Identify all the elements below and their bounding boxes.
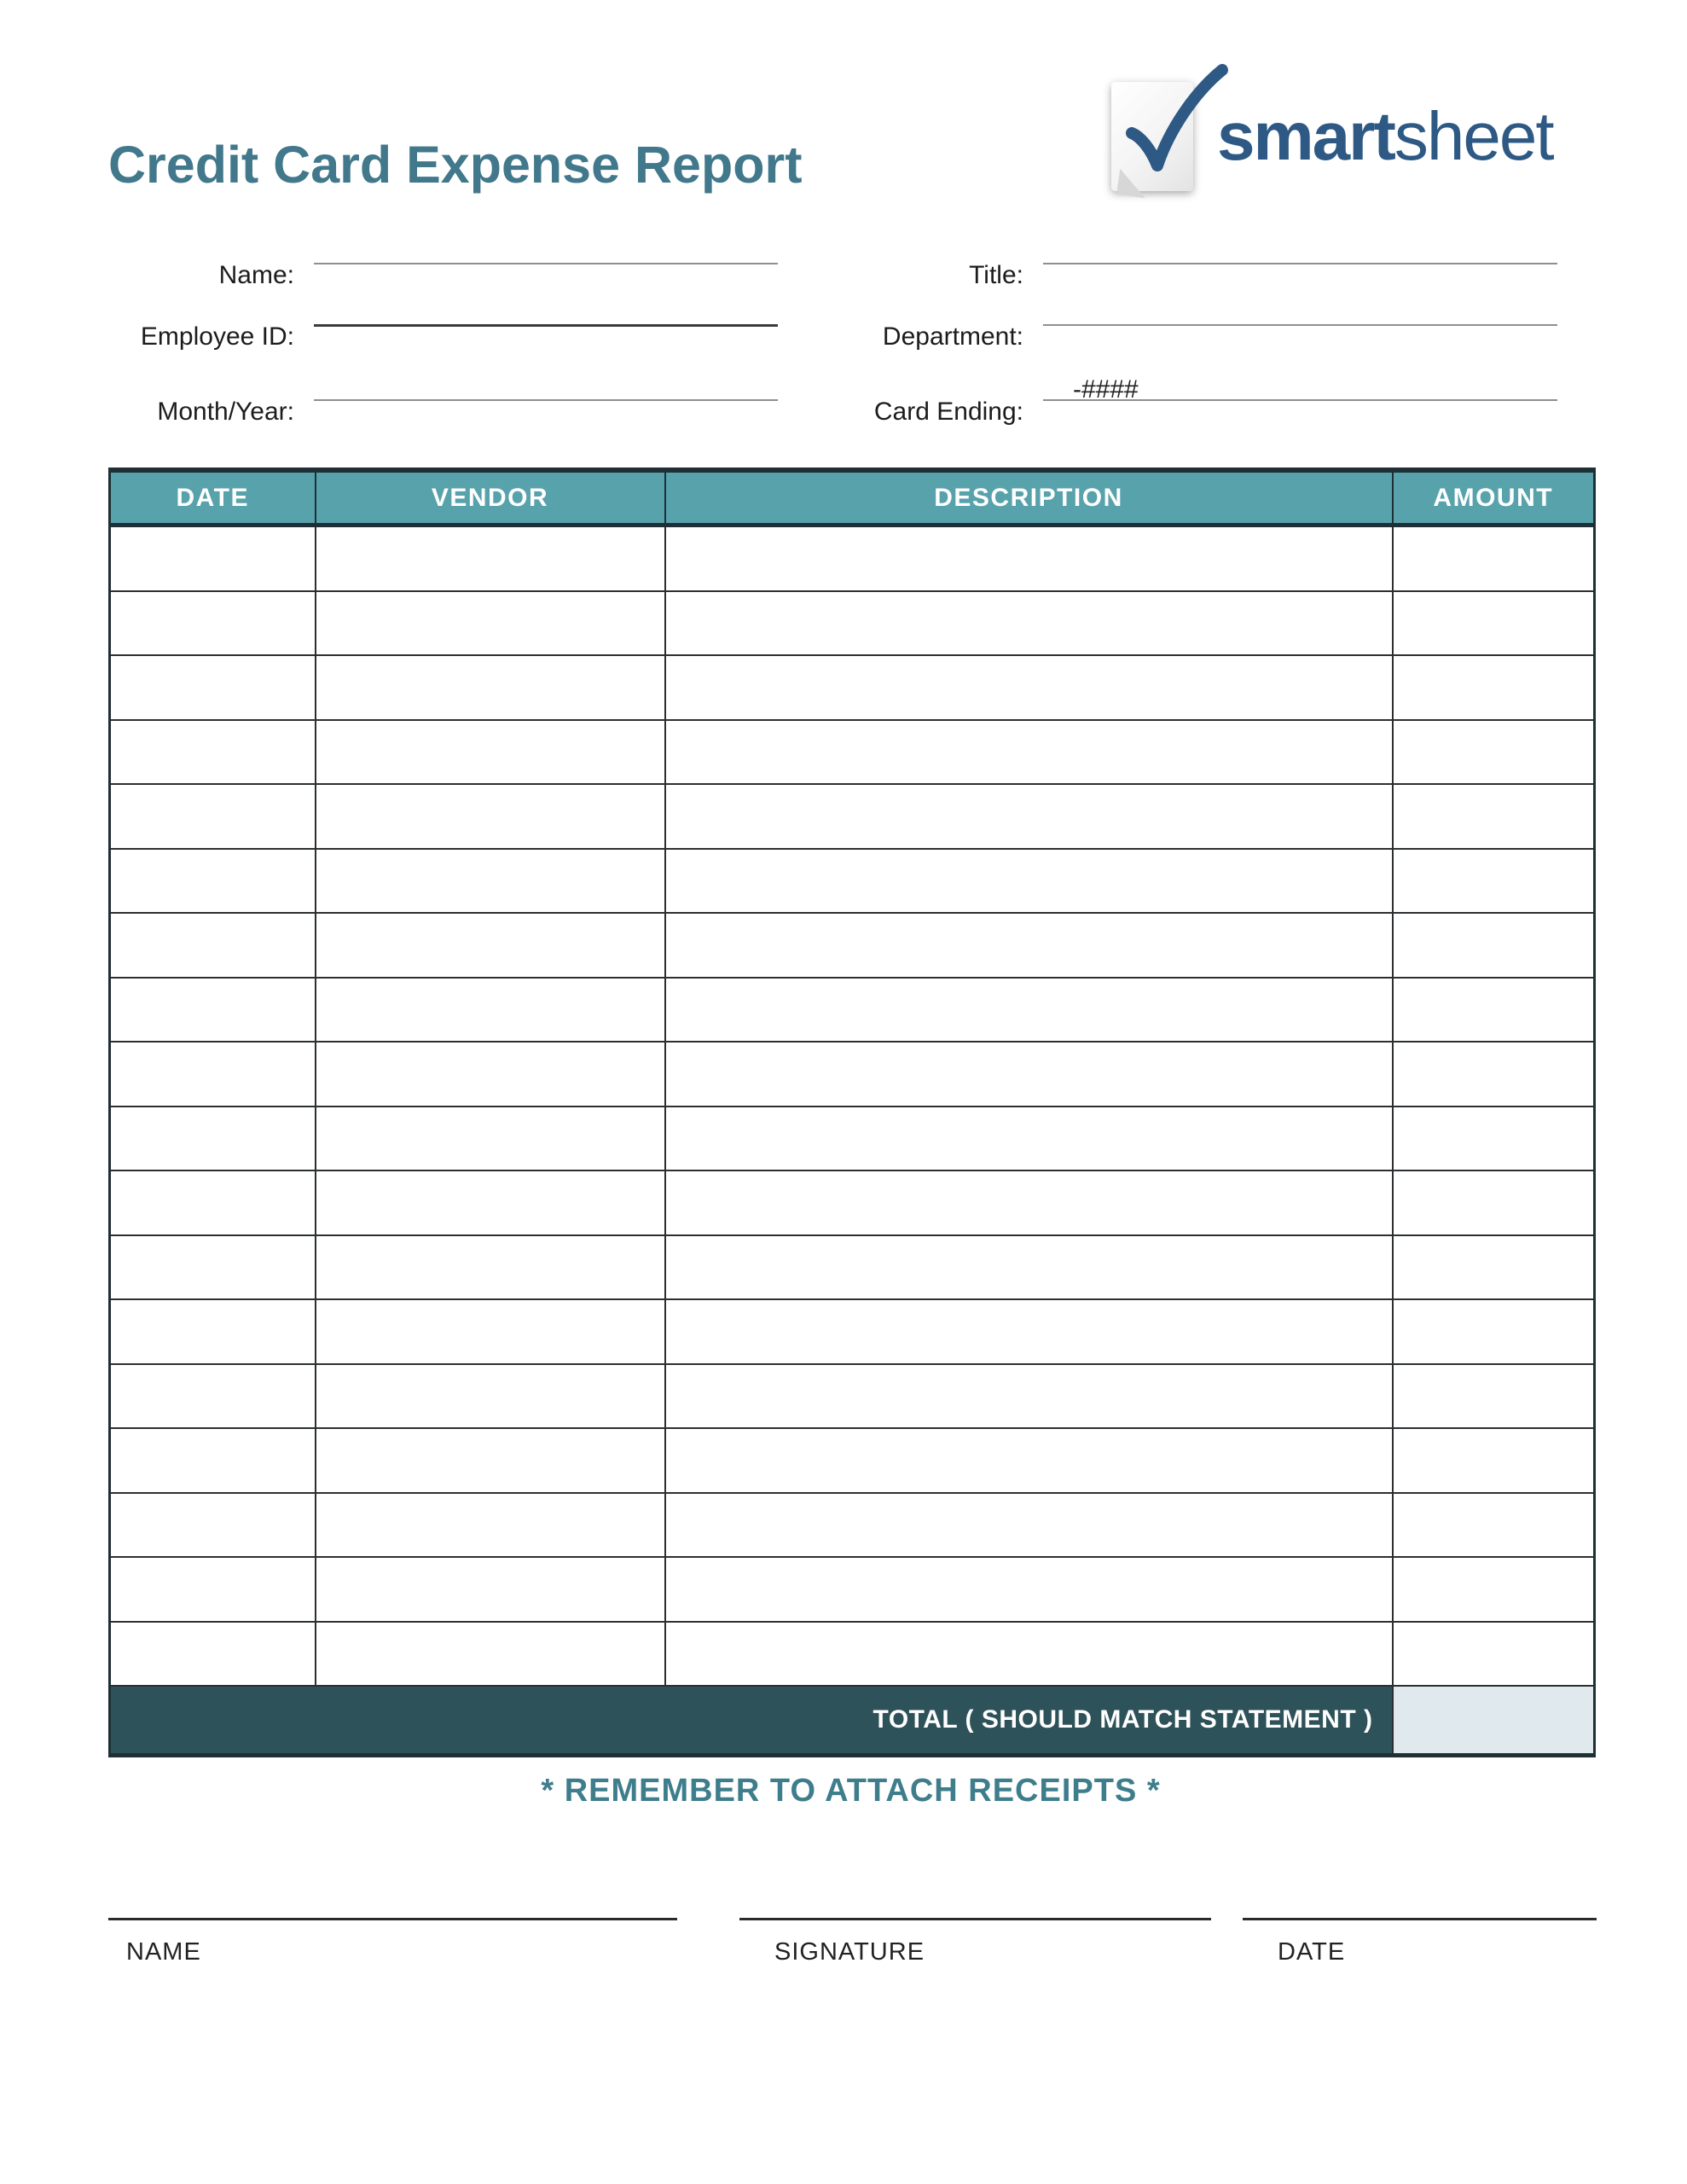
expense-table: [108, 468, 1596, 1757]
table-cell-description[interactable]: [665, 1493, 1393, 1558]
table-cell-amount[interactable]: [1393, 1235, 1595, 1300]
table-cell-vendor[interactable]: [316, 1622, 665, 1687]
table-cell-description[interactable]: [665, 1364, 1393, 1429]
month-year-input-line[interactable]: [314, 399, 778, 401]
department-input-line[interactable]: [1043, 324, 1557, 326]
table-cell-description[interactable]: [665, 526, 1393, 591]
table-cell-vendor[interactable]: [316, 978, 665, 1043]
name-label: Name:: [218, 261, 294, 289]
table-cell-description[interactable]: [665, 1235, 1393, 1300]
table-cell-date[interactable]: [110, 1622, 316, 1687]
table-row: [110, 526, 1595, 591]
table-cell-date[interactable]: [110, 1170, 316, 1235]
table-cell-date[interactable]: [110, 1042, 316, 1107]
table-row: [110, 1107, 1595, 1171]
table-row: [110, 1622, 1595, 1687]
table-cell-description[interactable]: [665, 784, 1393, 849]
table-row: [110, 591, 1595, 656]
table-row: [110, 1299, 1595, 1364]
table-header-row: [110, 470, 1595, 526]
table-cell-vendor[interactable]: [316, 1428, 665, 1493]
table-cell-vendor[interactable]: [316, 1107, 665, 1171]
table-cell-vendor[interactable]: [316, 849, 665, 914]
date-signature-line[interactable]: [1243, 1918, 1597, 1920]
column-header-vendor: VENDOR: [316, 470, 665, 526]
table-cell-date[interactable]: [110, 655, 316, 720]
card-ending-value[interactable]: -####: [1073, 375, 1139, 404]
signature-date-label: DATE: [1278, 1938, 1346, 1966]
table-cell-date[interactable]: [110, 1364, 316, 1429]
table-cell-amount[interactable]: [1393, 526, 1595, 591]
signature-signature-label: SIGNATURE: [774, 1938, 925, 1966]
table-cell-description[interactable]: [665, 720, 1393, 785]
table-cell-amount[interactable]: [1393, 978, 1595, 1043]
table-row: [110, 978, 1595, 1043]
table-cell-date[interactable]: [110, 591, 316, 656]
table-cell-amount[interactable]: [1393, 591, 1595, 656]
table-row: [110, 1428, 1595, 1493]
table-row: [110, 913, 1595, 978]
name-signature-line[interactable]: [108, 1918, 677, 1920]
table-cell-amount[interactable]: [1393, 1364, 1595, 1429]
column-header-date: DATE: [110, 470, 316, 526]
table-cell-date[interactable]: [110, 526, 316, 591]
table-cell-date[interactable]: [110, 1299, 316, 1364]
table-cell-date[interactable]: [110, 1557, 316, 1622]
table-cell-date[interactable]: [110, 1235, 316, 1300]
table-cell-date[interactable]: [110, 720, 316, 785]
total-label: TOTAL ( SHOULD MATCH STATEMENT ): [110, 1686, 1393, 1756]
table-row: [110, 720, 1595, 785]
table-cell-amount[interactable]: [1393, 1107, 1595, 1171]
table-cell-amount[interactable]: [1393, 1042, 1595, 1107]
table-cell-date[interactable]: [110, 849, 316, 914]
table-cell-vendor[interactable]: [316, 1042, 665, 1107]
table-cell-amount[interactable]: [1393, 655, 1595, 720]
table-cell-vendor[interactable]: [316, 1493, 665, 1558]
table-cell-vendor[interactable]: [316, 1364, 665, 1429]
table-cell-description[interactable]: [665, 655, 1393, 720]
card-ending-label: Card Ending:: [873, 398, 1023, 426]
employee-id-input-line[interactable]: [314, 324, 778, 327]
table-cell-description[interactable]: [665, 978, 1393, 1043]
table-cell-amount[interactable]: [1393, 849, 1595, 914]
table-cell-date[interactable]: [110, 1428, 316, 1493]
department-label: Department:: [882, 322, 1023, 351]
table-row: [110, 1170, 1595, 1235]
table-cell-vendor[interactable]: [316, 784, 665, 849]
table-cell-date[interactable]: [110, 784, 316, 849]
table-cell-amount[interactable]: [1393, 720, 1595, 785]
table-row: [110, 655, 1595, 720]
signature-name-label: NAME: [126, 1938, 201, 1966]
table-cell-description[interactable]: [665, 1299, 1393, 1364]
table-cell-amount[interactable]: [1393, 1622, 1595, 1687]
table-row: [110, 1493, 1595, 1558]
table-cell-date[interactable]: [110, 913, 316, 978]
total-row: [110, 1686, 1595, 1756]
logo-word-smart: smart: [1217, 98, 1394, 174]
name-input-line[interactable]: [314, 263, 778, 264]
smartsheet-logo: [1111, 78, 1553, 195]
table-cell-vendor[interactable]: [316, 526, 665, 591]
logo-word-sheet: sheet: [1394, 98, 1553, 174]
title-input-line[interactable]: [1043, 263, 1557, 264]
table-cell-description[interactable]: [665, 1170, 1393, 1235]
table-cell-vendor[interactable]: [316, 1557, 665, 1622]
table-row: [110, 1364, 1595, 1429]
table-cell-vendor[interactable]: [316, 1299, 665, 1364]
page-title: Credit Card Expense Report: [108, 136, 803, 194]
table-cell-amount[interactable]: [1393, 784, 1595, 849]
table-cell-vendor[interactable]: [316, 655, 665, 720]
expense-table-body: [110, 526, 1595, 1687]
table-row: [110, 1235, 1595, 1300]
table-cell-description[interactable]: [665, 1622, 1393, 1687]
table-cell-date[interactable]: [110, 1107, 316, 1171]
checkmark-icon: [1116, 67, 1236, 195]
column-header-amount: AMOUNT: [1393, 470, 1595, 526]
table-cell-date[interactable]: [110, 978, 316, 1043]
signature-line[interactable]: [739, 1918, 1211, 1920]
table-row: [110, 1042, 1595, 1107]
table-cell-description[interactable]: [665, 1428, 1393, 1493]
table-row: [110, 1557, 1595, 1622]
total-amount-cell[interactable]: [1393, 1686, 1595, 1756]
title-label: Title:: [969, 261, 1023, 289]
table-cell-amount[interactable]: [1393, 1299, 1595, 1364]
table-cell-vendor[interactable]: [316, 591, 665, 656]
employee-id-label: Employee ID:: [140, 322, 294, 351]
table-cell-amount[interactable]: [1393, 913, 1595, 978]
smartsheet-logo-mark: [1111, 78, 1197, 195]
table-cell-amount[interactable]: [1393, 1557, 1595, 1622]
table-row: [110, 849, 1595, 914]
table-cell-description[interactable]: [665, 1042, 1393, 1107]
table-cell-date[interactable]: [110, 1493, 316, 1558]
table-cell-description[interactable]: [665, 913, 1393, 978]
month-year-label: Month/Year:: [157, 398, 294, 426]
card-ending-input-line[interactable]: [1043, 399, 1557, 401]
table-cell-description[interactable]: [665, 591, 1393, 656]
table-cell-description[interactable]: [665, 1557, 1393, 1622]
table-cell-amount[interactable]: [1393, 1428, 1595, 1493]
table-cell-description[interactable]: [665, 849, 1393, 914]
column-header-description: DESCRIPTION: [665, 470, 1393, 526]
table-row: [110, 784, 1595, 849]
table-cell-vendor[interactable]: [316, 720, 665, 785]
table-cell-vendor[interactable]: [316, 1235, 665, 1300]
attach-receipts-reminder: * REMEMBER TO ATTACH RECEIPTS *: [541, 1773, 1161, 1809]
table-cell-amount[interactable]: [1393, 1493, 1595, 1558]
table-cell-description[interactable]: [665, 1107, 1393, 1171]
table-cell-vendor[interactable]: [316, 913, 665, 978]
smartsheet-logo-text: [1217, 97, 1553, 176]
table-cell-vendor[interactable]: [316, 1170, 665, 1235]
table-cell-amount[interactable]: [1393, 1170, 1595, 1235]
